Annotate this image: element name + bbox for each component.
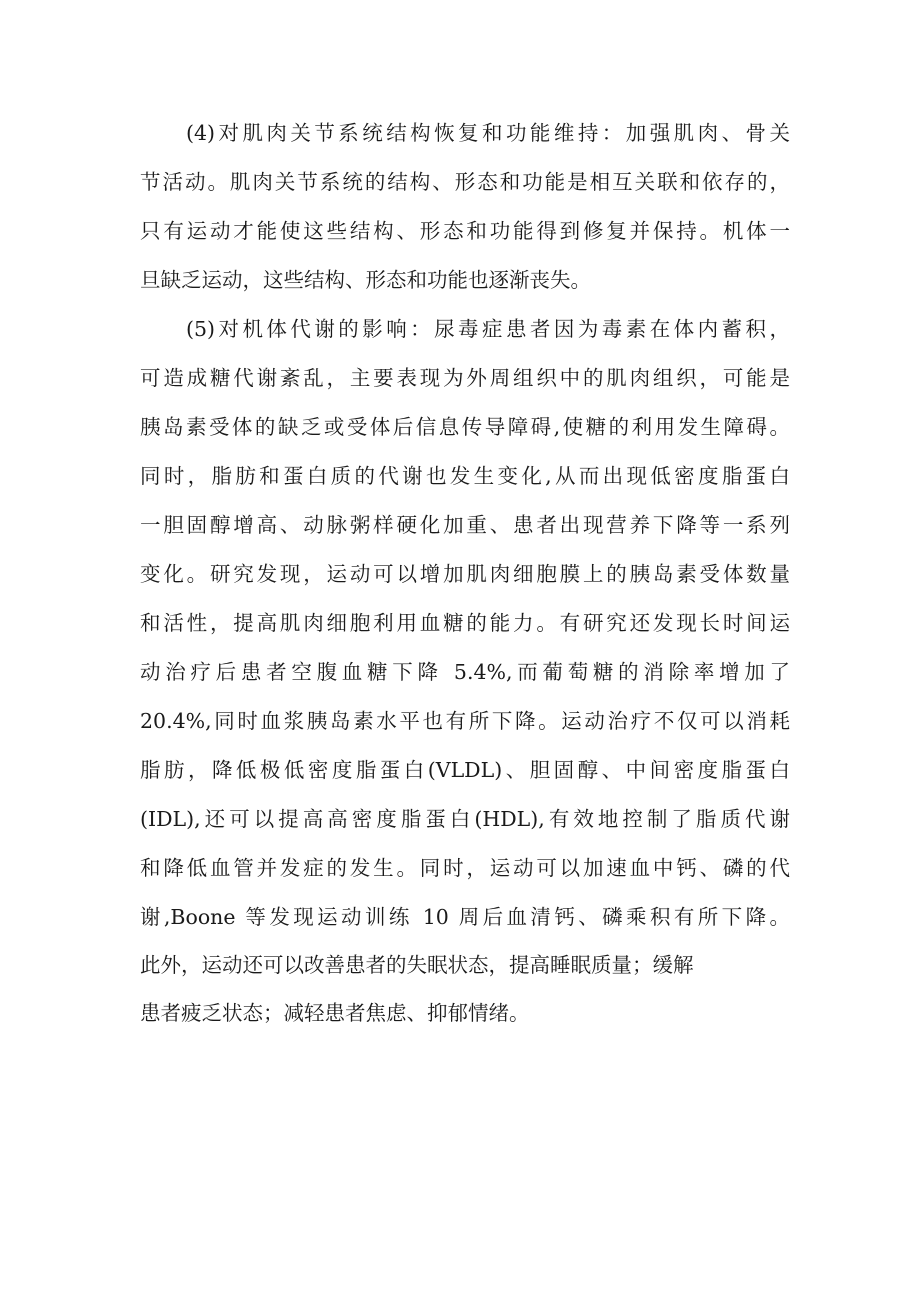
text-line: 20.4%,同时血浆胰岛素水平也有所下降。运动治疗不仅可以消耗 xyxy=(140,709,790,733)
text-line: (IDL),还可以提高高密度脂蛋白(HDL),有效地控制了脂质代谢 xyxy=(140,807,790,831)
text-line: 一胆固醇增高、动脉粥样硬化加重、患者出现营养下降等一系列 xyxy=(140,513,790,537)
text-line: 只有运动才能使这些结构、形态和功能得到修复并保持。机体一 xyxy=(140,219,790,243)
text-line: (5)对机体代谢的影响：尿毒症患者因为毒素在体内蓄积， xyxy=(186,317,790,341)
text-line: 胰岛素受体的缺乏或受体后信息传导障碍,使糖的利用发生障碍。 xyxy=(140,415,790,439)
text-line: 旦缺乏运动，这些结构、形态和功能也逐渐丧失。 xyxy=(140,268,591,292)
text-line: 动治疗后患者空腹血糖下降 5.4%,而葡萄糖的消除率增加了 xyxy=(140,660,790,684)
text-line: 和降低血管并发症的发生。同时，运动可以加速血中钙、磷的代 xyxy=(140,856,790,880)
text-line: 和活性，提高肌肉细胞利用血糖的能力。有研究还发现长时间运 xyxy=(140,611,790,635)
text-line: 可造成糖代谢紊乱，主要表现为外周组织中的肌肉组织，可能是 xyxy=(140,366,790,390)
text-line: 患者疲乏状态；减轻患者焦虑、抑郁情绪。 xyxy=(140,1001,530,1025)
text-line: (4)对肌肉关节系统结构恢复和功能维持：加强肌肉、骨关 xyxy=(186,121,790,145)
text-line: 节活动。肌肉关节系统的结构、形态和功能是相互关联和依存的， xyxy=(140,170,790,194)
text-line: 此外，运动还可以改善患者的失眠状态，提高睡眠质量；缓解 xyxy=(140,953,694,977)
text-line: 变化。研究发现，运动可以增加肌肉细胞膜上的胰岛素受体数量 xyxy=(140,562,790,586)
text-line: 脂肪，降低极低密度脂蛋白(VLDL)、胆固醇、中间密度脂蛋白 xyxy=(140,758,790,782)
text-line: 谢,Boone 等发现运动训练 10 周后血清钙、磷乘积有所下降。 xyxy=(140,905,790,929)
text-line: 同时，脂肪和蛋白质的代谢也发生变化,从而出现低密度脂蛋白 xyxy=(140,464,790,488)
